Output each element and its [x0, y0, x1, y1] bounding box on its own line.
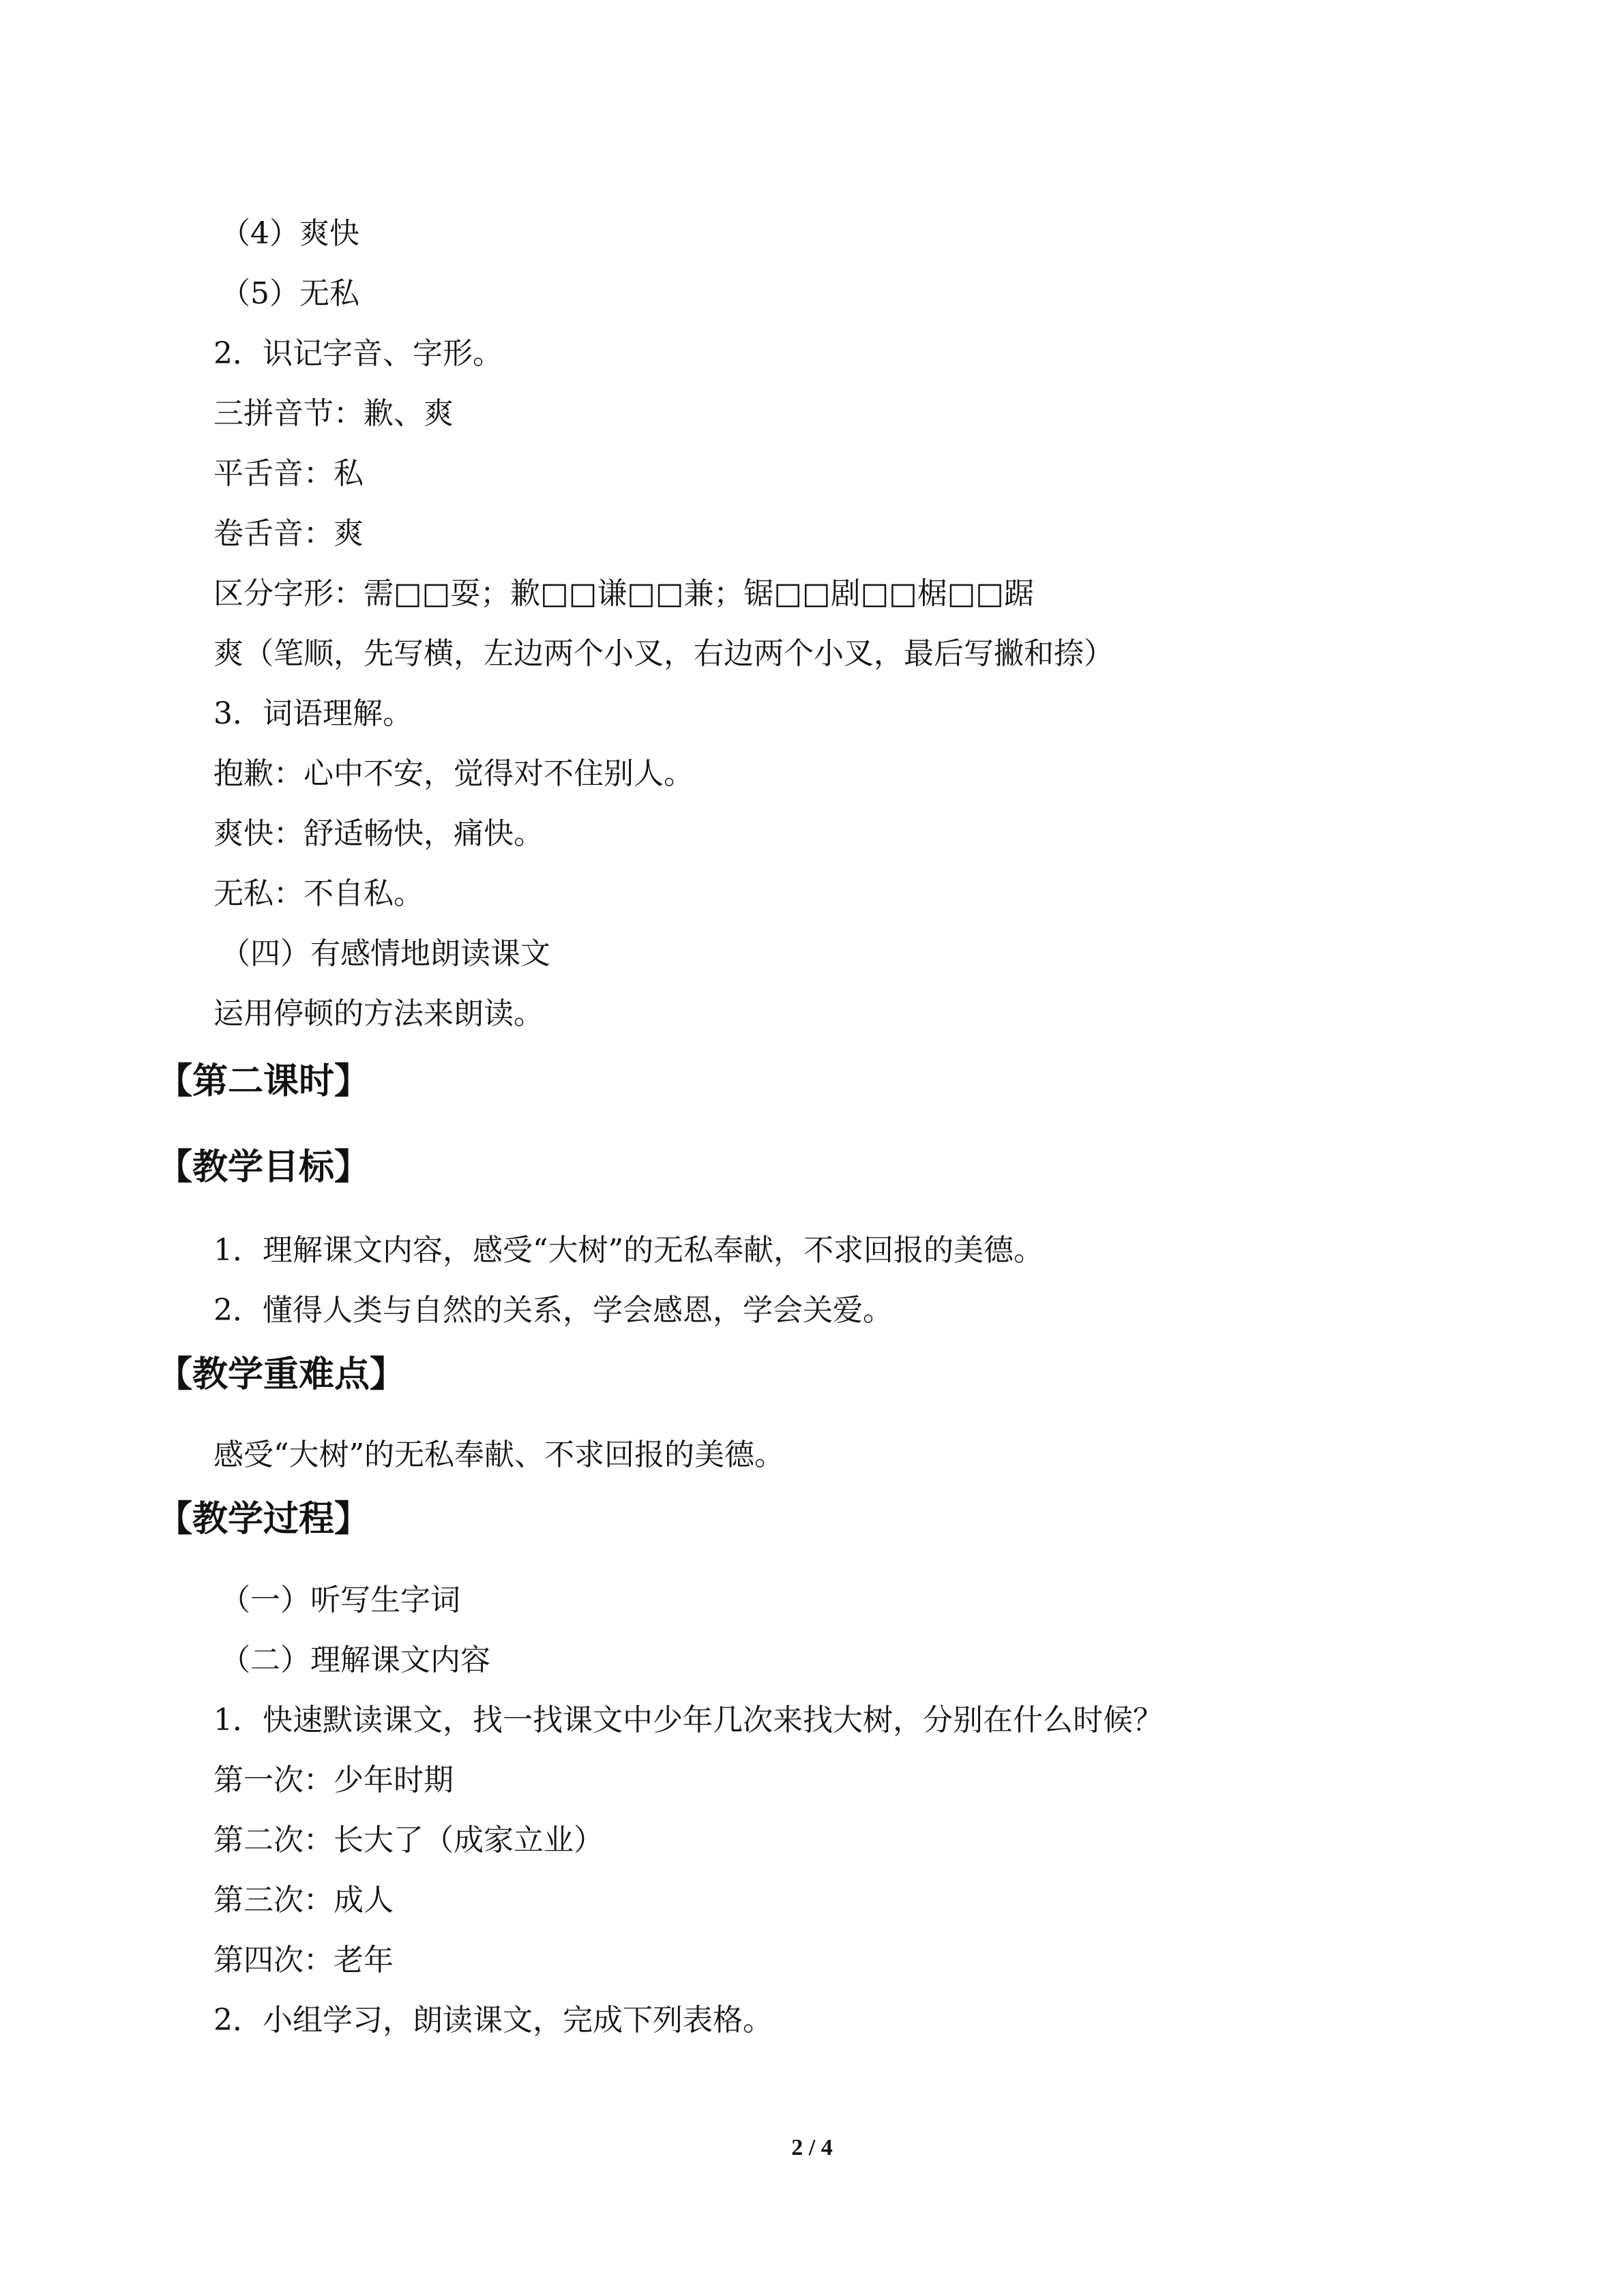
section-heading-goals: 【教学目标】 — [157, 1147, 370, 1188]
text-line: 无私：不自私。 — [213, 876, 424, 911]
process-item: 第三次：成人 — [213, 1883, 394, 1918]
text-line: 爽快：舒适畅快，痛快。 — [213, 816, 544, 851]
process-item: （二）理解课文内容 — [220, 1643, 490, 1678]
process-item: 1．快速默读课文，找一找课文中少年几次来找大树，分别在什么时候？ — [213, 1703, 1163, 1738]
goal-item: 1．理解课文内容，感受“大树”的无私奉献，不求回报的美德。 — [213, 1233, 1044, 1268]
section-heading-process: 【教学过程】 — [157, 1499, 370, 1540]
text-line: 区分字形：需□□耍；歉□□谦□□兼；锯□□剧□□椐□□踞 — [213, 576, 1034, 611]
text-line: （5）无私 — [220, 276, 359, 311]
text-line: （4）爽快 — [220, 216, 359, 251]
process-item: 第一次：少年时期 — [213, 1763, 454, 1798]
goal-item: 2．懂得人类与自然的关系，学会感恩，学会关爱。 — [213, 1293, 893, 1328]
section-heading-key-points: 【教学重难点】 — [157, 1354, 406, 1395]
process-item: （一）听写生字词 — [220, 1583, 460, 1617]
process-item: 第四次：老年 — [213, 1943, 394, 1978]
text-line: 卷舌音：爽 — [213, 516, 364, 551]
process-item: 2．小组学习，朗读课文，完成下列表格。 — [213, 2003, 773, 2038]
text-line: 3．词语理解。 — [213, 696, 413, 731]
text-line: 三拼音节：歉、爽 — [213, 396, 454, 431]
section-heading-lesson2: 【第二课时】 — [157, 1061, 370, 1102]
page-number: 2 / 4 — [791, 2135, 833, 2160]
key-point-item: 感受“大树”的无私奉献、不求回报的美德。 — [213, 1437, 784, 1472]
process-item: 第二次：长大了（成家立业） — [213, 1823, 604, 1858]
text-line: 爽（笔顺，先写横，左边两个小叉，右边两个小叉，最后写撇和捺） — [213, 636, 1114, 671]
text-line: 抱歉：心中不安，觉得对不住别人。 — [213, 756, 694, 791]
text-line: （四）有感情地朗读课文 — [220, 936, 550, 971]
text-line: 2．识记字音、字形。 — [213, 336, 503, 371]
text-line: 运用停顿的方法来朗读。 — [213, 996, 544, 1031]
text-line: 平舌音：私 — [213, 456, 364, 491]
